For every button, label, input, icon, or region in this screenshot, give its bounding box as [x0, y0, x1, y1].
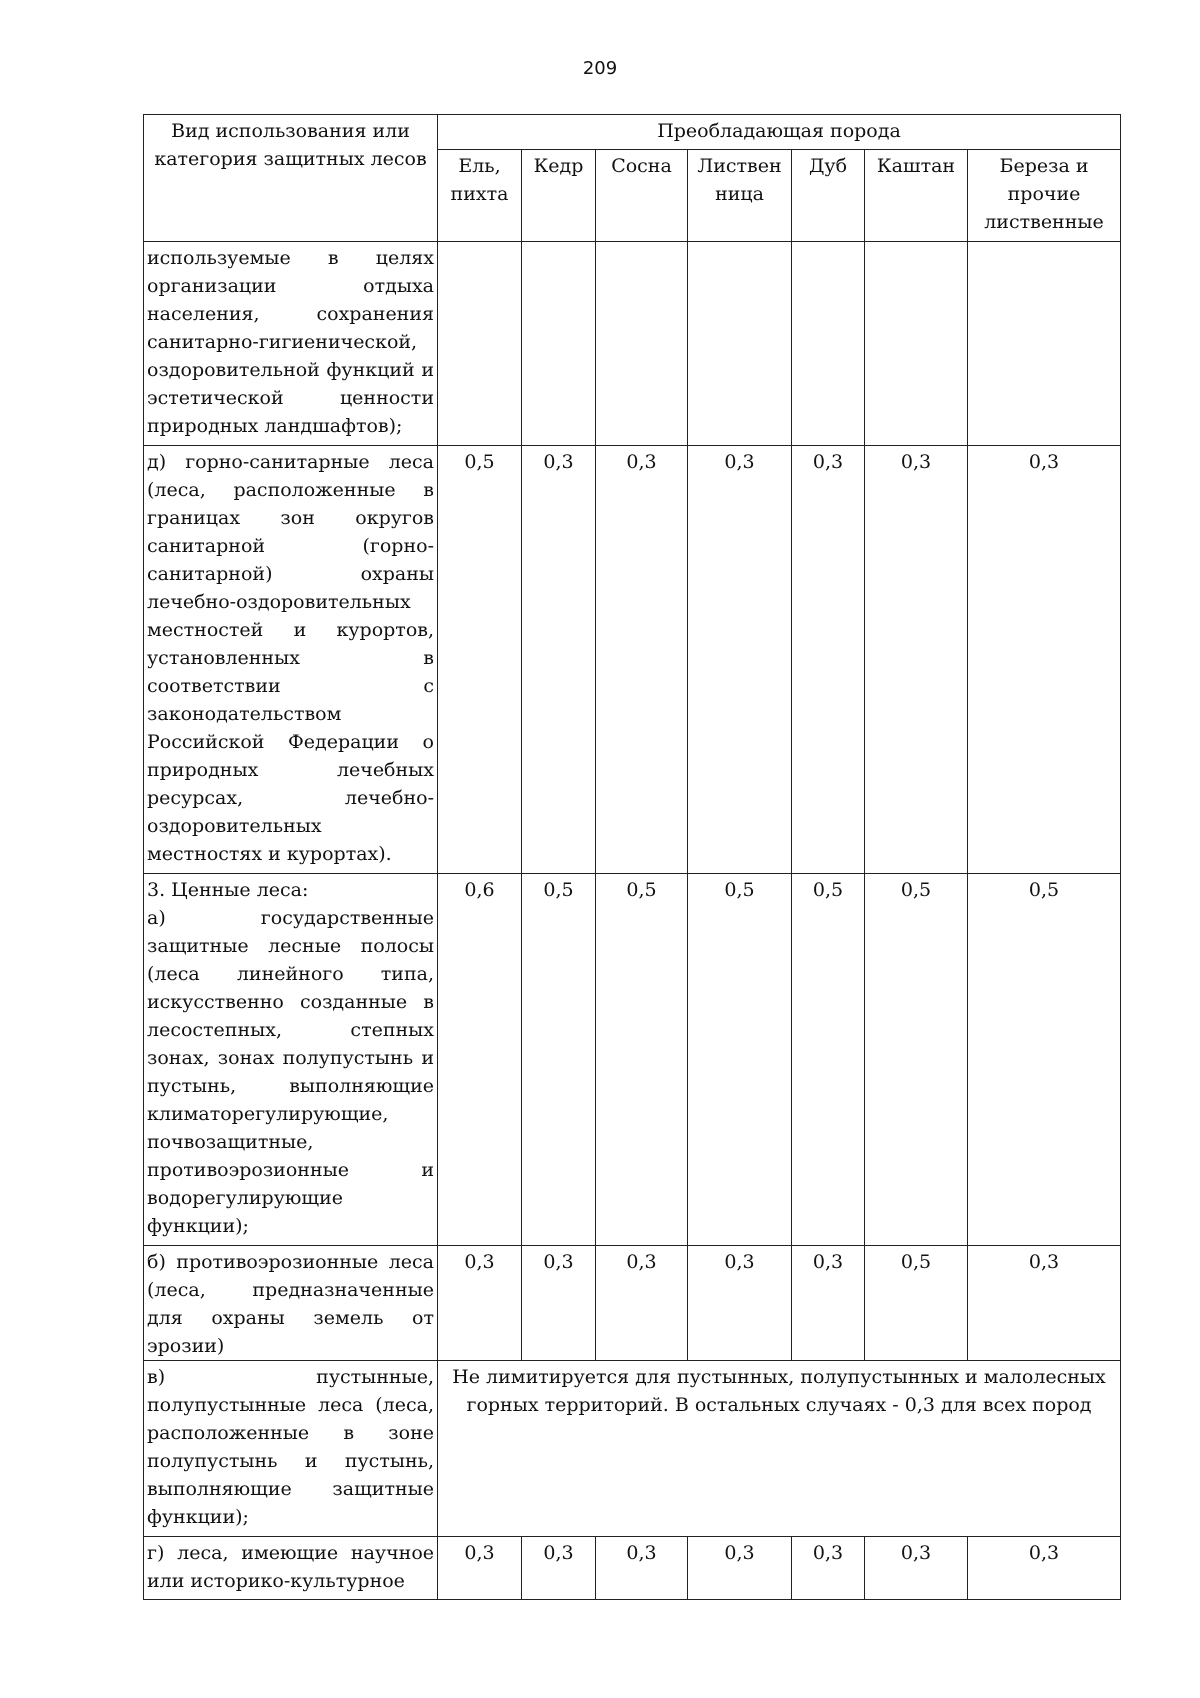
cell-value: 0,5 — [596, 874, 688, 1246]
cell-value — [792, 242, 865, 446]
table-row — [144, 242, 1121, 446]
cell-value — [865, 242, 968, 446]
cell-value: 0,3 — [688, 1537, 792, 1600]
cell-value: 0,3 — [968, 1537, 1121, 1600]
cell-value: 0,3 — [522, 1246, 596, 1361]
header-species-group: Преобладающая порода — [438, 115, 1121, 150]
cell-value: 0,3 — [596, 1537, 688, 1600]
table-row — [144, 1246, 1121, 1361]
cell-value: 0,5 — [688, 874, 792, 1246]
cell-value: 0,3 — [792, 1246, 865, 1361]
row-label: используемые в целях организации отдыха населения, сохранения санитарно-гигиенической, оздоровительной функций и эстетической ценности природных ландшафтов); — [144, 242, 438, 446]
cell-value: 0,3 — [688, 1246, 792, 1361]
cell-value: 0,5 — [522, 874, 596, 1246]
cell-value: 0,5 — [438, 446, 522, 874]
cell-value: 0,3 — [792, 446, 865, 874]
header-row-top — [144, 115, 1121, 150]
header-species-chestnut: Каштан — [865, 150, 968, 242]
header-usage-type: Вид использования или категория защитных лесов — [144, 115, 438, 242]
cell-value: 0,3 — [865, 1537, 968, 1600]
row-label: б) противоэрозионные леса (леса, предназначенные для охраны земель от эрозии) — [144, 1246, 438, 1361]
cell-value: 0,3 — [522, 1537, 596, 1600]
cell-value: 0,5 — [792, 874, 865, 1246]
page-number: 209 — [582, 58, 618, 79]
cell-value: 0,3 — [596, 446, 688, 874]
cell-value: 0,3 — [792, 1537, 865, 1600]
cell-value — [968, 242, 1121, 446]
row-label: д) горно-санитарные леса (леса, расположенные в границах зон округов санитарной (горно-санитарной) охраны лечебно-оздоровительных местностей и курортов, установленных в соответствии с законодательством Российской Федерации о природных лечебных ресурсах, лечебно-оздоровительных местностях и курортах). — [144, 446, 438, 874]
cell-value — [688, 242, 792, 446]
merged-note-cell: Не лимитируется для пустынных, полупустынных и малолесных горных территорий. В остальных случаях - 0,3 для всех пород — [438, 1361, 1121, 1537]
header-species-oak: Дуб — [792, 150, 865, 242]
cell-value: 0,3 — [688, 446, 792, 874]
cell-value: 0,5 — [865, 874, 968, 1246]
table-row — [144, 446, 1121, 874]
header-species-pine: Сосна — [596, 150, 688, 242]
forest-usage-table — [143, 114, 1121, 1600]
header-species-cedar: Кедр — [522, 150, 596, 242]
cell-value: 0,3 — [968, 1246, 1121, 1361]
cell-value: 0,6 — [438, 874, 522, 1246]
cell-value: 0,5 — [865, 1246, 968, 1361]
header-species-birch: Береза и прочие лиственные — [968, 150, 1121, 242]
row-label: 3. Ценные леса: а) государственные защитные лесные полосы (леса линейного типа, искусственно созданные в лесостепных, степных зонах, зонах полупустынь и пустынь, выполняющие климаторегулирующие, почвозащитные, противоэрозионные и водорегулирующие функции); — [144, 874, 438, 1246]
cell-value: 0,3 — [438, 1246, 522, 1361]
header-species-larch: Листвен ница — [688, 150, 792, 242]
row-label: в) пустынные, полупустынные леса (леса, расположенные в зоне полупустынь и пустынь, выполняющие защитные функции); — [144, 1361, 438, 1537]
row-label: г) леса, имеющие научное или историко-культурное — [144, 1537, 438, 1600]
cell-value — [522, 242, 596, 446]
header-species-spruce: Ель, пихта — [438, 150, 522, 242]
cell-value — [438, 242, 522, 446]
cell-value: 0,3 — [968, 446, 1121, 874]
cell-value: 0,3 — [596, 1246, 688, 1361]
cell-value: 0,3 — [438, 1537, 522, 1600]
cell-value: 0,3 — [522, 446, 596, 874]
table-row — [144, 1361, 1121, 1537]
cell-value: 0,3 — [865, 446, 968, 874]
table-row — [144, 874, 1121, 1246]
cell-value: 0,5 — [968, 874, 1121, 1246]
cell-value — [596, 242, 688, 446]
table-row — [144, 1537, 1121, 1600]
